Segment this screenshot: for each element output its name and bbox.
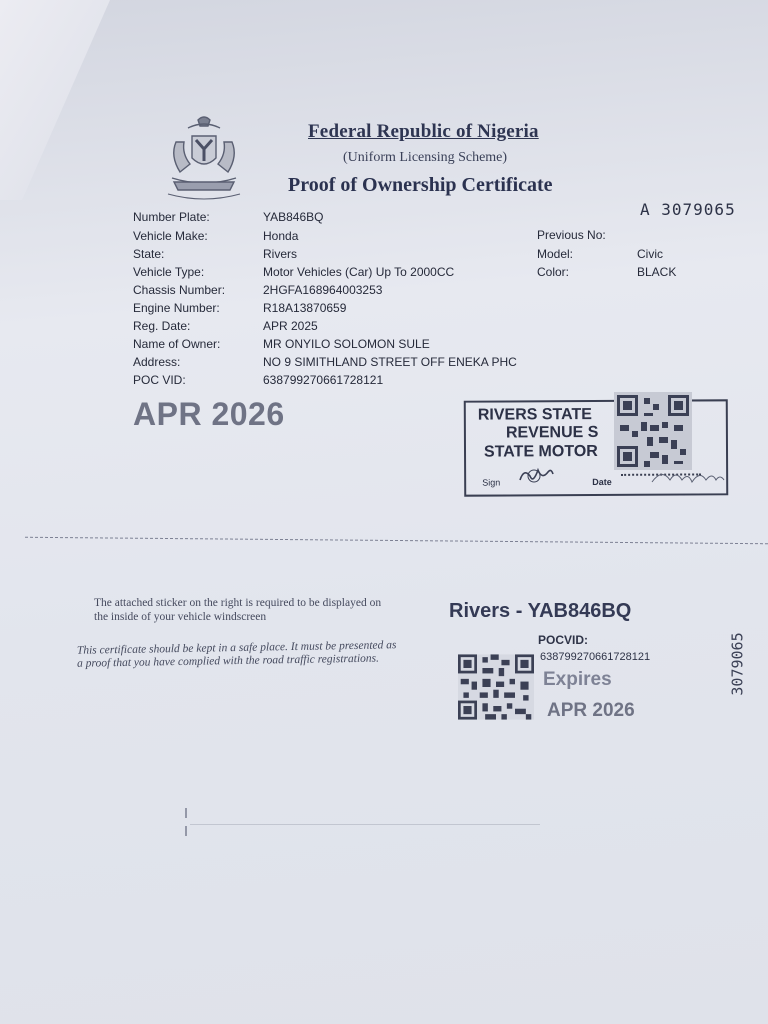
stamp-date-label: Date bbox=[592, 476, 612, 488]
field-label: Model: bbox=[537, 247, 574, 261]
stamp-line-1: RIVERS STATE bbox=[477, 406, 592, 424]
field-value: Rivers bbox=[263, 247, 298, 261]
field-label: Chassis Number: bbox=[133, 283, 226, 297]
field-value: Motor Vehicles (Car) Up To 2000CC bbox=[263, 265, 455, 279]
paper-mark bbox=[185, 826, 187, 836]
certificate-title: Proof of Ownership Certificate bbox=[288, 174, 553, 196]
sticker-instruction: The attached sticker on the right is required to be displayed on the inside of your vehicle windscreen bbox=[94, 597, 382, 623]
field-label: Vehicle Type: bbox=[133, 265, 205, 279]
field-label: Vehicle Make: bbox=[133, 229, 208, 243]
field-label: Number Plate: bbox=[133, 210, 210, 224]
scheme-subtitle: (Uniform Licensing Scheme) bbox=[343, 150, 508, 165]
field-label: Reg. Date: bbox=[133, 319, 191, 333]
sticker-serial-number: 3079065 bbox=[728, 632, 747, 696]
field-value: MR ONYILO SOLOMON SULE bbox=[263, 337, 430, 351]
field-value: APR 2025 bbox=[263, 319, 318, 333]
field-label: Name of Owner: bbox=[133, 337, 221, 351]
field-label: State: bbox=[133, 247, 165, 261]
sticker-pocvid-value: 638799270661728121 bbox=[540, 651, 651, 663]
stamp-line-2: REVENUE S bbox=[505, 423, 599, 442]
sticker-qr-code-icon bbox=[458, 654, 534, 720]
field-value: 2HGFA168964003253 bbox=[263, 283, 383, 297]
field-value: 638799270661728121 bbox=[263, 373, 384, 387]
expiry-date-large: APR 2026 bbox=[133, 396, 285, 432]
fold-crease bbox=[190, 824, 540, 825]
sticker-expires-label: Expires bbox=[543, 669, 612, 690]
country-title: Federal Republic of Nigeria bbox=[308, 121, 539, 142]
field-label: Previous No: bbox=[537, 228, 606, 242]
coat-of-arms-icon bbox=[158, 112, 250, 204]
sticker-expires-value: APR 2026 bbox=[547, 700, 635, 721]
stamp-line-3: STATE MOTOR bbox=[483, 442, 598, 461]
field-label: Color: bbox=[537, 265, 570, 279]
paper-mark bbox=[185, 808, 187, 818]
field-value: Civic bbox=[637, 247, 663, 261]
date-scrawl bbox=[650, 466, 728, 488]
field-label: Engine Number: bbox=[133, 301, 220, 315]
field-value: Honda bbox=[263, 229, 299, 243]
field-value: R18A13870659 bbox=[263, 301, 347, 315]
field-value: YAB846BQ bbox=[263, 210, 324, 224]
signature-scrawl bbox=[516, 466, 556, 488]
stamp-qr-code-icon bbox=[614, 392, 692, 470]
safekeeping-note: This certificate should be kept in a safe place. It must be presented as a proof that you have complied with the road traffic registrations. bbox=[76, 639, 397, 670]
sticker-title: Rivers - YAB846BQ bbox=[449, 600, 632, 622]
field-value: BLACK bbox=[637, 265, 677, 279]
field-label: Address: bbox=[133, 355, 181, 369]
field-label: POC VID: bbox=[133, 373, 186, 387]
stamp-sign-label: Sign bbox=[482, 477, 501, 488]
sticker-pocvid-label: POCVID: bbox=[538, 633, 589, 647]
serial-number: A 3079065 bbox=[640, 200, 736, 219]
field-value: NO 9 SIMITHLAND STREET OFF ENEKA PHC bbox=[263, 355, 517, 369]
